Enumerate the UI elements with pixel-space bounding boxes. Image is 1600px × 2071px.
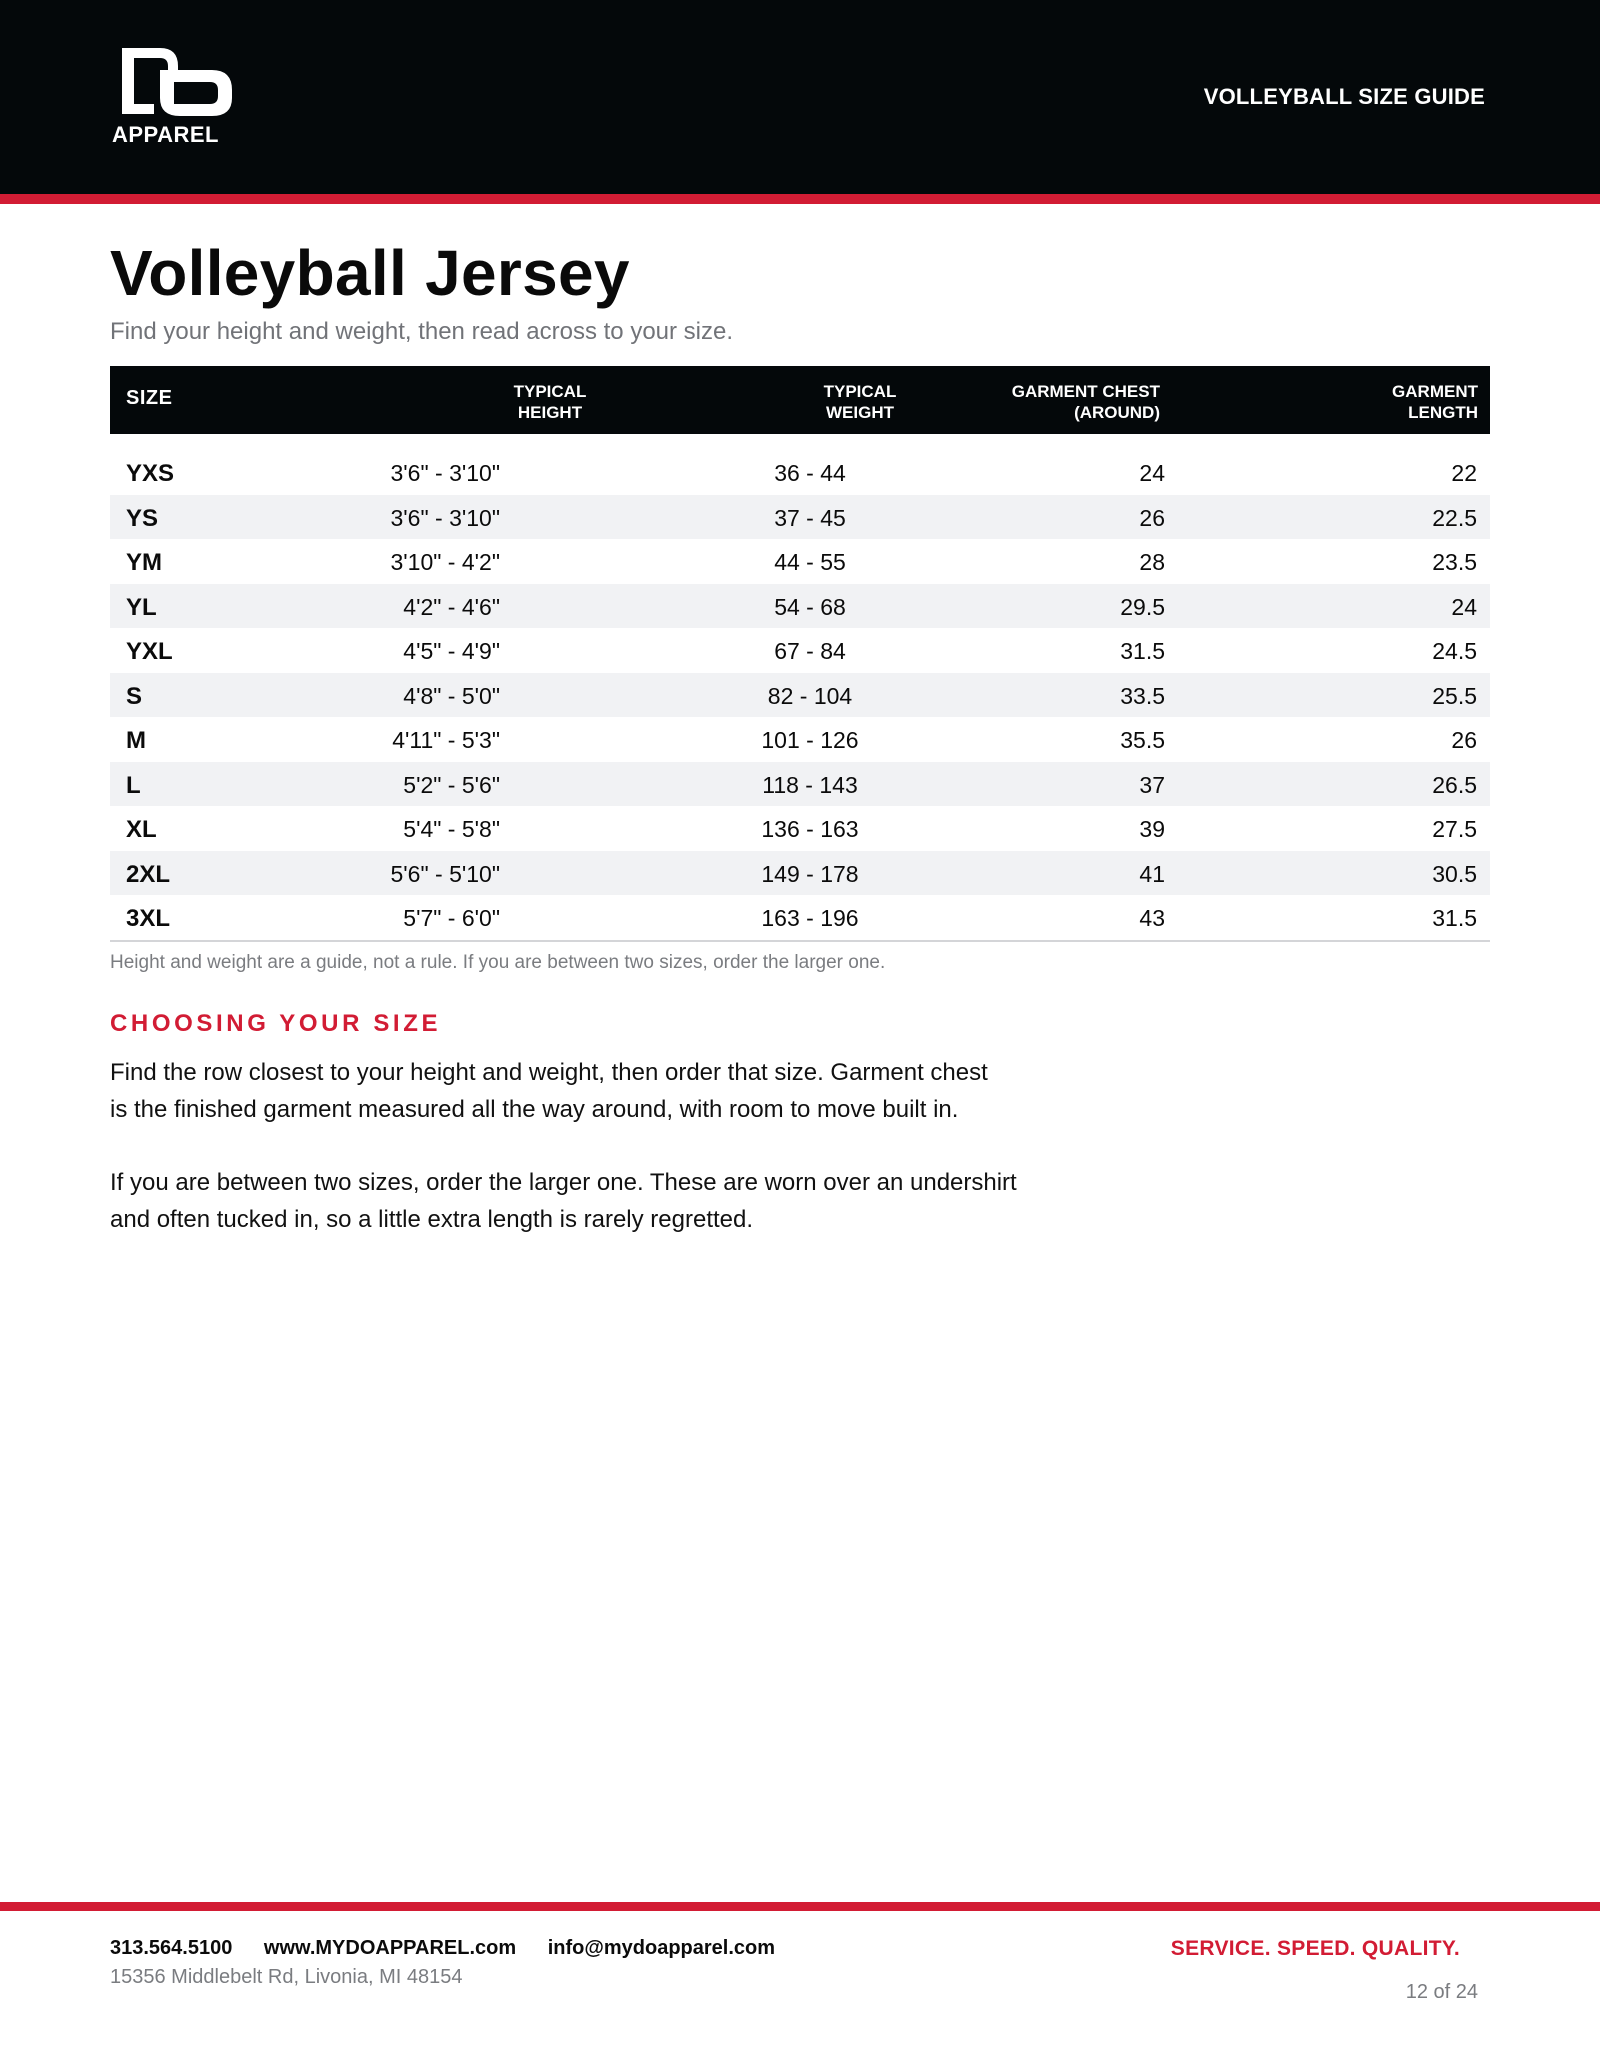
cell-size: YL	[126, 593, 157, 621]
footer-address: 15356 Middlebelt Rd, Livonia, MI 48154	[110, 1966, 463, 1988]
table-row	[110, 717, 1490, 762]
cell-weight: 44 - 55	[774, 549, 846, 575]
cell-height: 4'2" - 4'6"	[403, 593, 500, 620]
cell-length: 31.5	[1432, 905, 1477, 931]
column-header-chest-line1: GARMENT CHEST	[1011, 382, 1160, 401]
paragraph-line: If you are between two sizes, order the larger one. These are worn over an undershirt	[110, 1169, 1017, 1196]
cell-length: 27.5	[1432, 816, 1477, 842]
cell-chest: 24	[1139, 460, 1165, 486]
footer-tagline: SERVICE. SPEED. QUALITY.	[1170, 1937, 1460, 1960]
column-header-height-line2: HEIGHT	[517, 403, 583, 422]
cell-length: 26	[1451, 727, 1477, 753]
column-header-height-line1: TYPICAL	[513, 382, 587, 401]
table-row	[110, 539, 1490, 584]
paragraph-line: and often tucked in, so a little extra length is rarely regretted.	[110, 1206, 754, 1233]
column-header-height	[480, 381, 620, 423]
column-header-length	[1392, 381, 1478, 423]
cell-height: 4'11" - 5'3"	[392, 727, 500, 753]
cell-chest: 26	[1139, 504, 1165, 531]
choosing-size-heading: CHOOSING YOUR SIZE	[110, 1010, 442, 1037]
cell-size: 2XL	[126, 860, 171, 888]
cell-length: 30.5	[1432, 860, 1477, 887]
cell-length: 25.5	[1432, 682, 1477, 709]
cell-chest: 33.5	[1120, 682, 1165, 709]
table-note: Height and weight are a guide, not a rule. If you are between two sizes, order the larger one.	[110, 952, 886, 973]
cell-height: 5'6" - 5'10"	[390, 860, 500, 887]
cell-size: YXL	[126, 638, 173, 665]
cell-length: 24	[1451, 593, 1477, 620]
cell-height: 4'8" - 5'0"	[403, 682, 500, 709]
choosing-paragraph-2	[110, 1164, 1110, 1238]
cell-height: 5'2" - 5'6"	[403, 771, 500, 798]
cell-length: 24.5	[1432, 638, 1477, 664]
cell-chest: 43	[1139, 905, 1165, 931]
page-subtitle: Find your height and weight, then read across to your size.	[110, 318, 734, 345]
page-header	[0, 0, 1600, 194]
cell-size: YM	[126, 549, 162, 576]
cell-chest: 31.5	[1120, 638, 1165, 664]
guide-title: VOLLEYBALL SIZE GUIDE	[1203, 84, 1485, 109]
logo-wordmark: APPAREL	[112, 122, 219, 147]
cell-weight: 163 - 196	[761, 905, 859, 931]
column-header-weight-line1: TYPICAL	[823, 382, 897, 401]
table-bottom-rule	[110, 940, 1490, 942]
cell-chest: 37	[1139, 771, 1165, 798]
page-title: Volleyball Jersey	[110, 237, 630, 309]
cell-weight: 118 - 143	[762, 771, 858, 798]
cell-length: 22.5	[1432, 504, 1477, 531]
cell-height: 3'6" - 3'10"	[390, 504, 500, 531]
footer-website[interactable]: www.MYDOAPPAREL.com	[263, 1937, 517, 1959]
table-row	[110, 450, 1490, 495]
footer-phone[interactable]: 313.564.5100	[110, 1937, 233, 1959]
footer-email[interactable]: info@mydoapparel.com	[547, 1937, 776, 1959]
cell-weight: 149 - 178	[761, 860, 859, 887]
column-header-weight	[790, 381, 930, 423]
table-row	[110, 673, 1490, 718]
cell-size: 3XL	[126, 905, 171, 932]
cell-size: S	[126, 682, 143, 710]
cell-height: 3'6" - 3'10"	[390, 460, 500, 486]
cell-height: 5'7" - 6'0"	[403, 905, 500, 931]
do-logo-mark-icon	[120, 46, 238, 118]
do-apparel-logo	[112, 46, 247, 146]
table-row	[110, 584, 1490, 629]
cell-chest: 28	[1139, 549, 1165, 575]
cell-length: 22	[1451, 460, 1477, 486]
cell-weight: 136 - 163	[761, 816, 859, 842]
cell-chest: 29.5	[1120, 593, 1165, 620]
size-table-header	[110, 366, 1490, 434]
cell-height: 5'4" - 5'8"	[403, 816, 500, 842]
page-number: 12 of 24	[1405, 1981, 1478, 2003]
paragraph-line: is the finished garment measured all the way around, with room to move built in.	[110, 1096, 959, 1123]
column-header-chest-line2: (AROUND)	[1074, 403, 1160, 422]
cell-weight: 37 - 45	[774, 504, 846, 531]
cell-weight: 101 - 126	[761, 727, 859, 753]
cell-length: 23.5	[1432, 549, 1477, 575]
cell-length: 26.5	[1432, 771, 1477, 798]
column-header-chest	[1012, 381, 1160, 423]
column-header-length-line1: GARMENT	[1392, 382, 1478, 401]
footer-contact	[110, 1937, 801, 1960]
cell-height: 3'10" - 4'2"	[390, 549, 500, 575]
cell-size: YS	[126, 504, 159, 532]
column-header-size: SIZE	[126, 387, 173, 409]
paragraph-line: Find the row closest to your height and weight, then order that size. Garment chest	[110, 1059, 988, 1086]
cell-chest: 35.5	[1120, 727, 1165, 753]
header-divider	[0, 194, 1600, 204]
cell-chest: 41	[1139, 860, 1165, 887]
column-header-weight-line2: WEIGHT	[826, 403, 894, 422]
cell-weight: 54 - 68	[774, 593, 846, 620]
cell-weight: 67 - 84	[774, 638, 846, 664]
cell-size: XL	[126, 816, 157, 843]
table-row	[110, 628, 1490, 673]
table-row	[110, 762, 1490, 807]
table-row	[110, 851, 1490, 896]
cell-height: 4'5" - 4'9"	[403, 638, 500, 664]
table-row	[110, 806, 1490, 851]
column-header-length-line2: LENGTH	[1408, 403, 1478, 422]
cell-size: L	[126, 771, 141, 799]
cell-weight: 36 - 44	[774, 460, 846, 486]
cell-weight: 82 - 104	[767, 682, 853, 709]
cell-chest: 39	[1139, 816, 1165, 842]
footer-divider	[0, 1902, 1600, 1911]
cell-size: YXS	[126, 460, 175, 487]
size-table-body	[110, 450, 1490, 940]
table-row	[110, 895, 1490, 940]
cell-size: M	[126, 727, 146, 754]
table-row	[110, 495, 1490, 540]
choosing-paragraph-1	[110, 1054, 1110, 1128]
